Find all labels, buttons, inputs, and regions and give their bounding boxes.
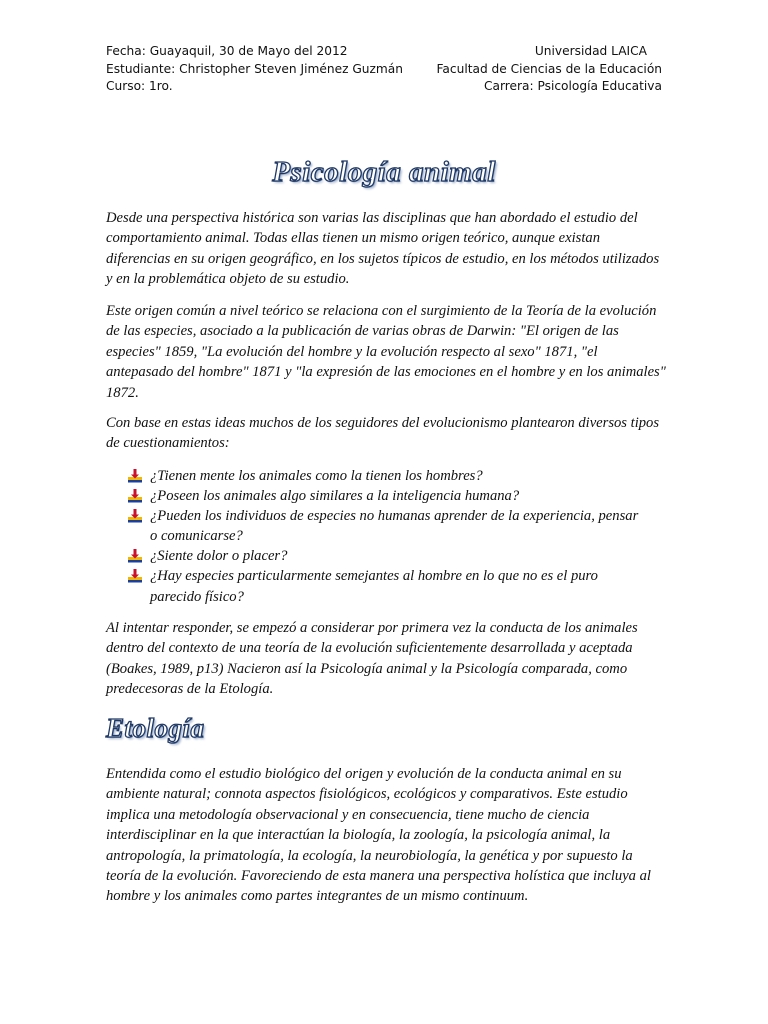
list-item-text: ¿Poseen los animales algo similares a la inteligencia humana? [150,488,520,505]
paragraph-darwin [106,301,666,403]
header-career: Carrera: Psicología Educativa [484,79,662,93]
list-item [128,546,648,566]
paragraph-text: Entendida como el estudio biológico del origen y evolución de la conducta animal en su ambiente natural; connota aspectos fisiológicos, ecológicos y comparativos. Este estudio implica una metodología observacional y en consecuencia, tiene mucho de ciencia interdisciplinar en la que interactúan la biología, la zoología, la psicología animal, la antropología, la primatología, la ecología, la neurobiología, la genética y por supuesto la teoría de la evolución. Favoreciendo de esta manera una perspectiva holística que incluya al hombre y los animales como partes integrantes de un mismo continuum. [106,766,651,905]
list-item-text: ¿Siente dolor o placer? [150,548,288,565]
paragraph-text: Con base en estas ideas muchos de los seguidores del evolucionismo plantearon diversos tipos de cuestionamientos: [106,415,660,452]
list-item [128,506,648,546]
paragraph-questions-intro [106,413,666,454]
header-course: Curso: 1ro. [106,79,173,93]
questions-list [128,466,648,607]
list-item [128,566,648,606]
arrow-bullet-icon [128,489,142,503]
arrow-bullet-icon [128,509,142,523]
paragraph-intro [106,208,666,290]
header-faculty: Facultad de Ciencias de la Educación [436,61,662,76]
paragraph-text: Desde una perspectiva histórica son varias las disciplinas que han abordado el estudio del comportamiento animal. Todas ellas tienen un mismo origen teórico, aunque existan diferencias en su origen geográfico, en los sujetos típicos de estudio, en los métodos utilizados y en la problemática objeto de su estudio. [106,210,660,288]
list-item-text: ¿Hay especies particularmente semejantes al hombre en lo que no es el puro parecido físico? [150,568,598,605]
header-left-block [106,43,426,96]
paragraph-text: Este origen común a nivel teórico se relaciona con el surgimiento de la Teoría de la evolución de las especies, asociado a la publicación de varias obras de Darwin: "El origen de las especies" 1859, "La evolución del hombre y la evolución respecto al sexo" 1871, "el antepasado del hombre" 1871 y "la expresión de las emociones en el hombre y en los animales" 1872. [106,303,666,401]
arrow-bullet-icon [128,549,142,563]
list-item [128,486,648,506]
header-university: Universidad LAICA [534,44,647,58]
paragraph-text: Al intentar responder, se empezó a considerar por primera vez la conducta de los animales dentro del contexto de una teoría de la evolución suficientemente desarrollada y aceptada (Boakes, 1989, p13) Nacieron así la Psicología animal y la Psicología comparada, como predecesoras de la Etología. [106,620,638,698]
list-item-text: ¿Pueden los individuos de especies no humanas aprender de la experiencia, pensar o comunicarse? [150,508,639,545]
header-date: Fecha: Guayaquil, 30 de Mayo del 2012 [106,44,348,58]
list-item [128,466,648,486]
paragraph-ethology [106,764,666,907]
section-title: Etología [106,713,205,743]
header-student: Estudiante: Christopher Steven Jiménez Guzmán [106,61,403,76]
arrow-bullet-icon [128,569,142,583]
header-right-block [402,43,662,96]
list-item-text: ¿Tienen mente los animales como la tienen los hombres? [150,468,483,484]
arrow-bullet-icon [128,469,142,483]
page-title: Psicología animal [272,156,496,188]
paragraph-conclusion [106,618,666,700]
